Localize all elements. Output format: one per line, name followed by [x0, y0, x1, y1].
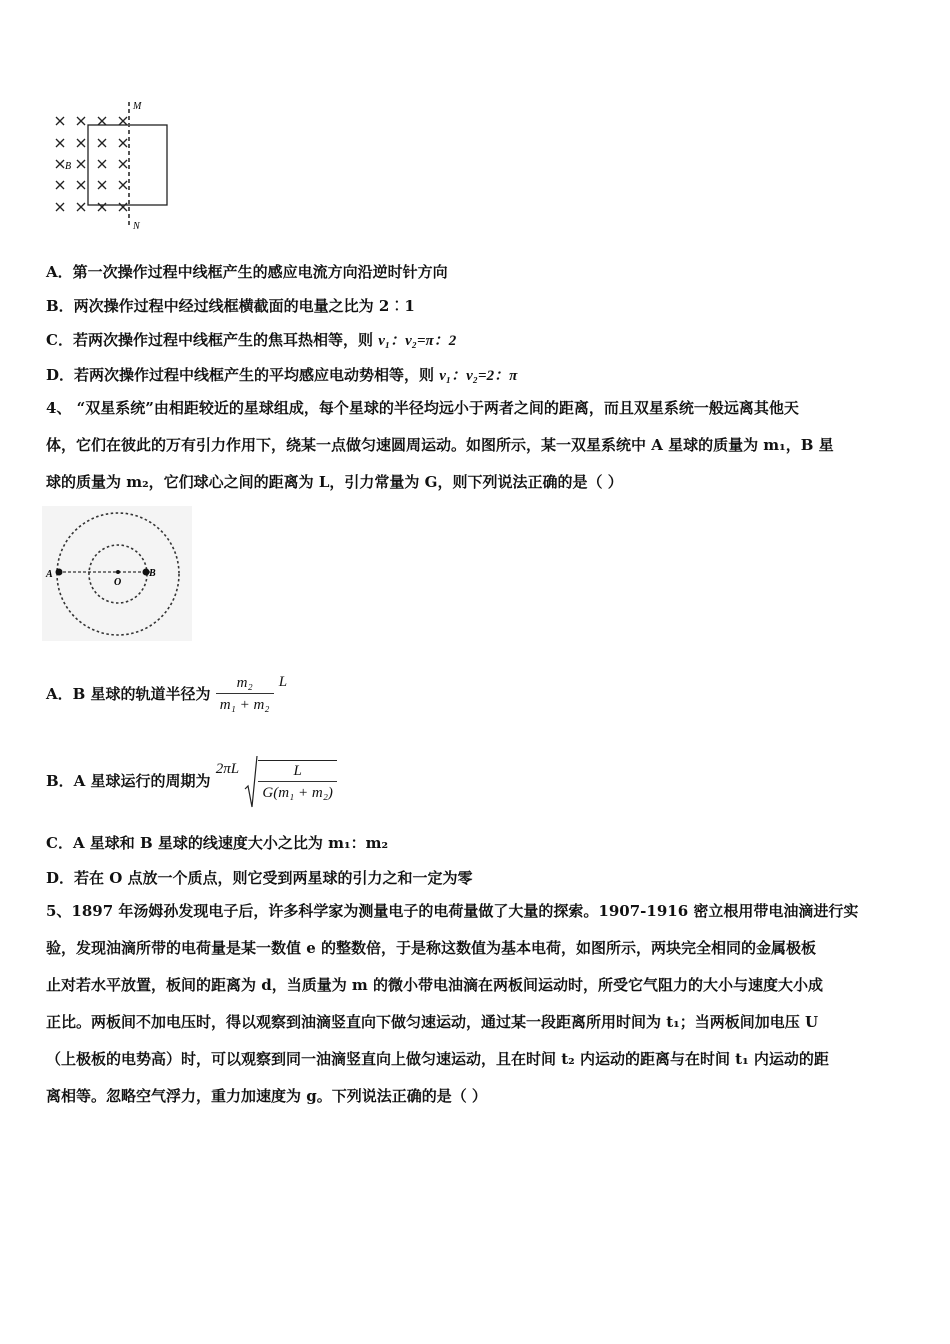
- field-cross-icon: [119, 117, 127, 125]
- q4-option-b-text: B．A 星球运行的周期为: [46, 772, 211, 790]
- field-cross-icon: [119, 139, 127, 147]
- label-b: B: [149, 568, 156, 579]
- coil-frame: [88, 125, 167, 205]
- sqrt-sign-icon: [244, 755, 258, 809]
- field-cross-icon: [56, 160, 64, 168]
- magnetic-field-figure: [48, 98, 178, 233]
- q3-option-b: B．两次操作过程中经过线框横截面的电量之比为 2︰1: [46, 297, 415, 315]
- field-cross-icon: [98, 203, 106, 211]
- field-cross-icon: [56, 203, 64, 211]
- label-o: O: [114, 577, 122, 588]
- field-cross-icon: [98, 160, 106, 168]
- fraction-tail: L: [278, 674, 288, 690]
- q3-option-c: [46, 330, 456, 351]
- period-coefficient: 2πL: [215, 761, 240, 777]
- q4-stem-line: 4、 “双星系统”由相距较近的星球组成，每个星球的半径均远小于两者之间的距离，而且双星系统一般远离其他天: [46, 399, 799, 417]
- field-cross-icon: [77, 139, 85, 147]
- q3-option-c-text: C．若两次操作过程中线框产生的焦耳热相等，则: [46, 331, 373, 349]
- label-m: M: [133, 101, 142, 112]
- field-cross-icon: [77, 160, 85, 168]
- field-cross-icon: [56, 139, 64, 147]
- field-cross-icon: [119, 160, 127, 168]
- star-a: [56, 569, 63, 576]
- fraction-denominator: m₁ + m₂: [219, 696, 270, 713]
- label-b: B: [65, 161, 72, 172]
- q4-stem: [46, 390, 906, 501]
- q5-stem: [46, 893, 906, 1115]
- sqrt-expression: [244, 753, 337, 809]
- q4-option-a: [46, 668, 287, 718]
- q3-option-d-text: D．若两次操作过程中线框产生的平均感应电动势相等，则: [46, 366, 435, 384]
- field-cross-icon: [119, 181, 127, 189]
- field-cross-icon: [77, 117, 85, 125]
- q4-option-b: [46, 752, 337, 808]
- q3-option-d: [46, 365, 517, 386]
- q4-stem-line: 体，它们在彼此的万有引力作用下，绕某一点做匀速圆周运动。如图所示，某一双星系统中 A 星球的质量为 m₁，B 星: [46, 436, 834, 454]
- field-cross-icon: [56, 117, 64, 125]
- field-cross-icon: [98, 139, 106, 147]
- field-cross-icon: [77, 181, 85, 189]
- label-n: N: [133, 221, 140, 232]
- binary-star-figure: [42, 506, 192, 641]
- fraction-numerator: m₂: [216, 673, 274, 694]
- q5-stem-line: 5、1897 年汤姆孙发现电子后，许多科学家为测量电子的电荷量做了大量的探索。1907-1916 密立根用带电油滴进行实: [46, 902, 859, 920]
- q5-stem-line: 验，发现油滴所带的电荷量是某一数值 e 的整数倍，于是称这数值为基本电荷，如图所示，两块完全相同的金属极板: [46, 939, 816, 957]
- field-cross-icon: [98, 117, 106, 125]
- fraction-denominator: G(m₁ + m₂): [262, 785, 333, 801]
- q4-stem-line: 球的质量为 m₂，它们球心之间的距离为 L，引力常量为 G，则下列说法正确的是（ ）: [46, 473, 623, 491]
- label-a: A: [46, 569, 53, 580]
- field-cross-icon: [56, 181, 64, 189]
- q4-option-a-text: A．B 星球的轨道半径为: [46, 685, 211, 703]
- q3-option-d-expr: v₁：v₂=2：π: [439, 368, 518, 384]
- field-cross-icon: [77, 203, 85, 211]
- q4-option-c: C．A 星球和 B 星球的线速度大小之比为 m₁：m₂: [46, 834, 389, 852]
- q3-option-a: A．第一次操作过程中线框产生的感应电流方向沿逆时针方向: [46, 263, 448, 281]
- q5-stem-line: 离相等。忽略空气浮力，重力加速度为 g。下列说法正确的是（ ）: [46, 1087, 487, 1105]
- q3-option-c-expr: v₁：v₂=π：2: [378, 333, 457, 349]
- center-o: [116, 570, 120, 574]
- q5-stem-line: （上极板的电势高）时，可以观察到同一油滴竖直向上做匀速运动，且在时间 t₂ 内运动的距离与在时间 t₁ 内运动的距: [46, 1050, 829, 1068]
- period-fraction: [258, 760, 337, 804]
- q5-stem-line: 止对若水平放置，板间的距离为 d，当质量为 m 的微小带电油滴在两板间运动时，所受它气阻力的大小与速度大小成: [46, 976, 824, 994]
- radius-fraction: [216, 673, 274, 716]
- q4-option-d: D．若在 O 点放一个质点，则它受到两星球的引力之和一定为零: [46, 869, 473, 887]
- field-cross-icon: [98, 181, 106, 189]
- fraction-numerator: L: [258, 761, 337, 782]
- field-cross-icon: [119, 203, 127, 211]
- q5-stem-line: 正比。两板间不加电压时，得以观察到油滴竖直向下做匀速运动，通过某一段距离所用时间为 t₁；当两板间加电压 U: [46, 1013, 819, 1031]
